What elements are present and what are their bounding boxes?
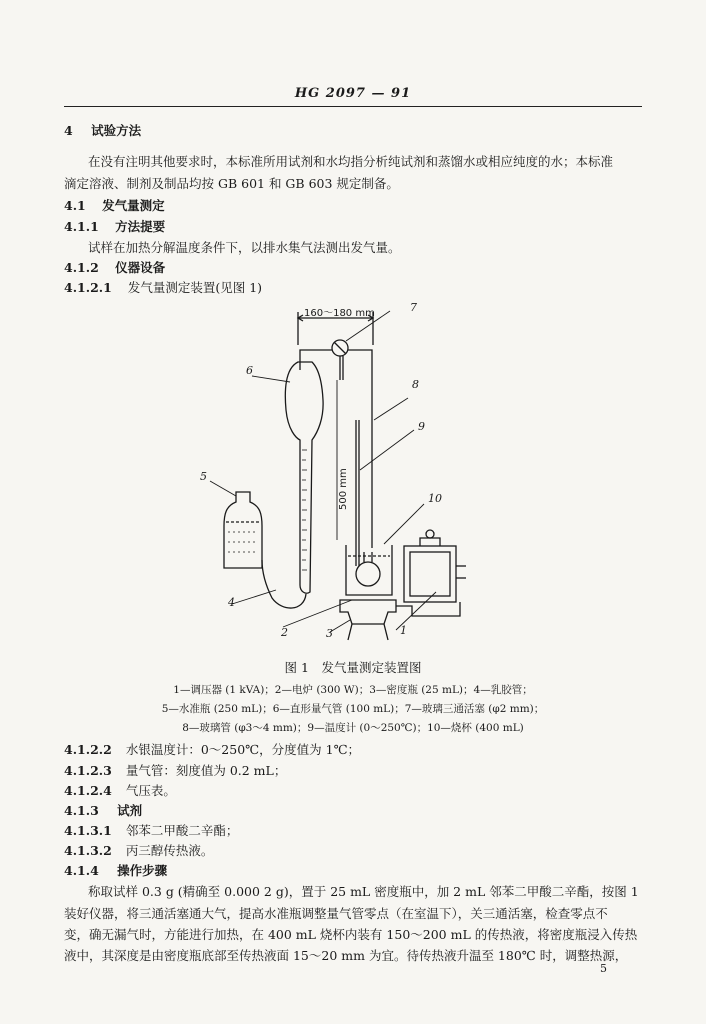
page-number: 5 — [600, 962, 607, 975]
item-number: 4.1.3.2 — [64, 843, 112, 858]
item-number: 4.1.2.3 — [64, 763, 112, 778]
section-title: 试剂 — [117, 803, 143, 818]
item-4-1-2-4 — [64, 781, 176, 799]
figure-legend-line-1: 1—调压器 (1 kVA)；2—电炉 (300 W)；3—密度瓶 (25 mL)；4—乳胶管； — [173, 684, 533, 696]
item-4-1-3-2 — [64, 841, 213, 859]
procedure-line-2: 装好仪器，将三通活塞通大气，提高水准瓶调整量气管零点（在室温下），关三通活塞，检查零点不 — [64, 906, 608, 921]
label-1: 1 — [400, 624, 407, 637]
electric-stove — [340, 600, 396, 624]
intro-text-line-2: 滴定溶液、制剂及制品均按 GB 601 和 GB 603 规定制备。 — [64, 176, 399, 191]
item-text: 邻苯二甲酸二辛酯； — [125, 823, 239, 838]
section-4-1-3-heading — [64, 801, 142, 819]
intro-text-line-1: 在没有注明其他要求时，本标准所用试剂和水均指分析纯试剂和蒸馏水或相应纯度的水；本标准 — [88, 154, 614, 169]
label-7: 7 — [410, 301, 417, 314]
section-number: 4.1 — [64, 198, 86, 213]
beaker — [346, 545, 392, 595]
section-number: 4 — [64, 123, 73, 138]
gas-burette — [285, 362, 323, 593]
method-summary-text: 试样在加热分解温度条件下，以排水集气法测出发气量。 — [88, 240, 401, 255]
procedure-line-1: 称取试样 0.3 g (精确至 0.000 2 g)，置于 25 mL 密度瓶中，加 2 mL 邻苯二甲酸二辛酯，按图 1 — [88, 884, 639, 899]
label-9: 9 — [418, 420, 425, 433]
label-3: 3 — [326, 627, 333, 640]
section-number: 4.1.4 — [64, 863, 99, 878]
dimension-height-label: 500 mm — [338, 468, 349, 510]
item-number: 4.1.2.4 — [64, 783, 112, 798]
section-title: 发气量测定 — [102, 198, 165, 213]
item-4-1-3-1 — [64, 821, 238, 839]
leveling-bottle — [224, 492, 262, 568]
item-4-1-2-2 — [64, 740, 360, 758]
section-title: 试验方法 — [91, 123, 142, 138]
procedure-line-4: 液中，其深度是由密度瓶底部至传热液面 15～20 mm 为宜。待传热液升温至 180℃ 时，调整热源， — [64, 948, 628, 963]
procedure-line-3: 变，确无漏气时，方能进行加热，在 400 mL 烧杯内装有 150～200 mL 的传热液，将密度瓶浸入传热 — [64, 927, 638, 942]
dimension-width-label: 160～180 mm — [304, 308, 375, 319]
section-number: 4.1.2.1 — [64, 280, 112, 295]
item-number: 4.1.2.2 — [64, 742, 112, 757]
label-2: 2 — [281, 626, 288, 639]
figure-legend-line-3: 8—玻璃管 (φ3～4 mm)；9—温度计 (0～250℃)；10—烧杯 (400 mL) — [182, 722, 524, 734]
item-text: 气压表。 — [125, 783, 176, 798]
label-10: 10 — [428, 492, 442, 505]
item-4-1-2-3 — [64, 761, 286, 779]
label-4: 4 — [228, 596, 235, 609]
section-number: 4.1.2 — [64, 260, 99, 275]
figure-caption: 图 1 发气量测定装置图 — [284, 660, 422, 675]
item-text: 水银温度计：0～250℃，分度值为 1℃； — [125, 742, 361, 757]
burette-graduations — [302, 450, 307, 570]
standard-code: HG 2097 — 91 — [294, 86, 412, 101]
label-8: 8 — [412, 378, 419, 391]
section-title: 操作步骤 — [117, 863, 168, 878]
section-4-1-4-heading — [64, 861, 167, 879]
figure-legend-line-2: 5—水准瓶 (250 mL)；6—直形量气管 (100 mL)；7—玻璃三通活塞 (φ2 mm)； — [161, 703, 545, 715]
voltage-regulator — [404, 546, 456, 602]
section-title: 方法提要 — [115, 219, 166, 234]
section-title: 仪器设备 — [115, 260, 166, 275]
section-title: 发气量测定装置(见图 1) — [127, 280, 263, 295]
item-text: 量气管：刻度值为 0.2 mL； — [125, 763, 287, 778]
section-number: 4.1.3 — [64, 803, 99, 818]
item-text: 丙三醇传热液。 — [125, 843, 214, 858]
label-5: 5 — [200, 470, 207, 483]
density-bottle — [356, 562, 380, 586]
label-6: 6 — [246, 364, 253, 377]
item-number: 4.1.3.1 — [64, 823, 112, 838]
top-glass-tube — [300, 350, 372, 370]
section-number: 4.1.1 — [64, 219, 99, 234]
